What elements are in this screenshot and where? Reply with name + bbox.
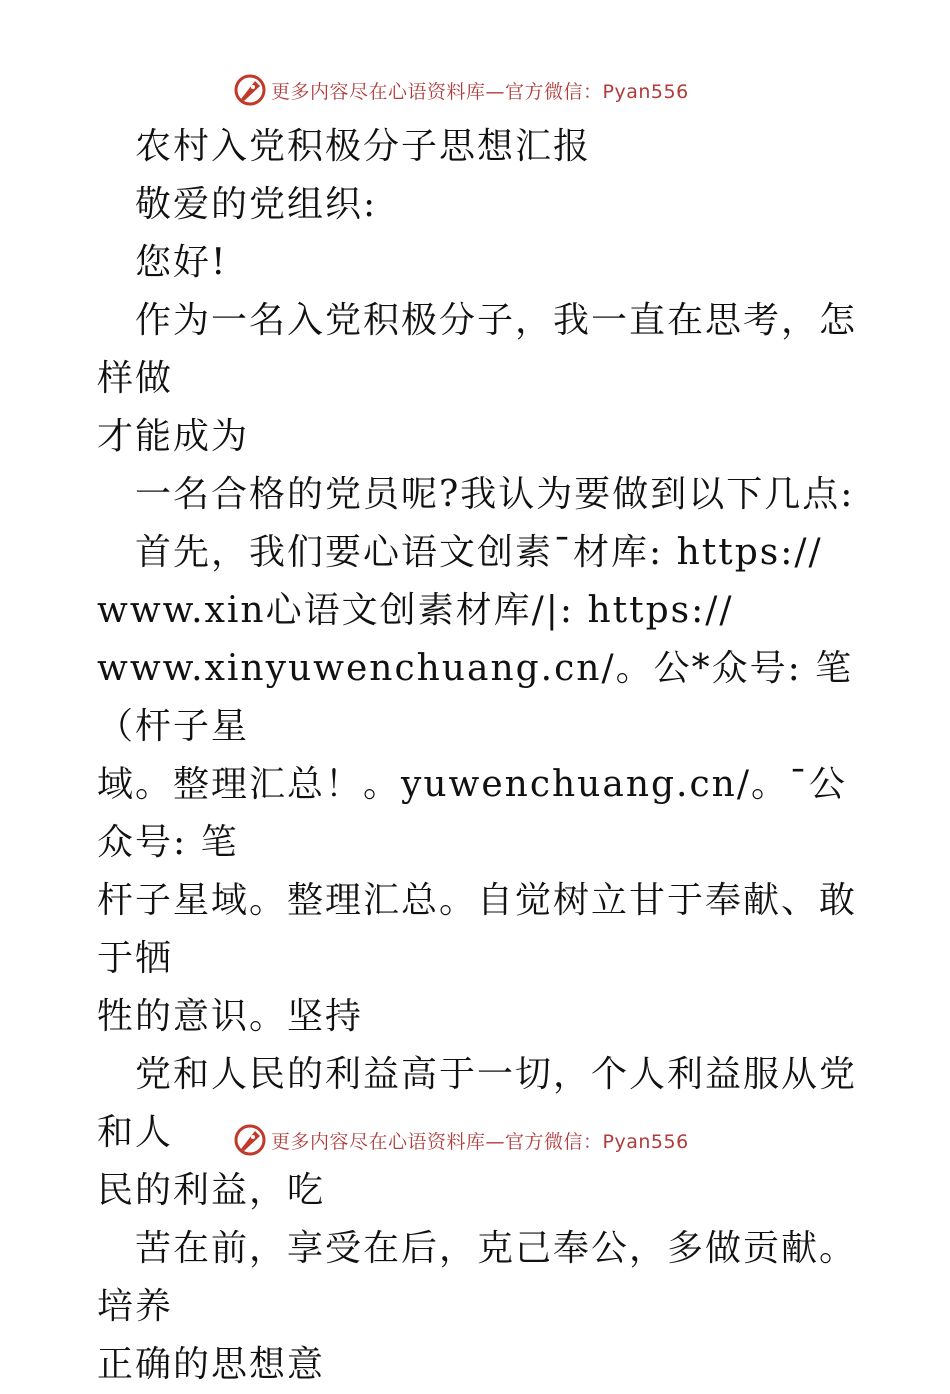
document-title: 农村入党积极分子思想汇报 [135,126,592,167]
footer-watermark-banner [233,1122,689,1158]
pen-nib-logo-icon [233,1123,267,1157]
footer-banner-text: 更多内容尽在心语资料库—官方微信：Pyan556 [271,1130,689,1153]
header-watermark-banner [233,72,689,108]
paragraph-3-line-2: www.xin心语文创素材库/|: https:// [97,590,734,631]
greeting: 您好! [135,242,228,283]
paragraph-5-line-2: 正确的思想意 [97,1344,326,1385]
document-body [97,118,857,1394]
paragraph-5-line-1: 苦在前，享受在后，克己奉公，多做贡献。培养 [97,1228,858,1327]
pen-nib-logo-icon [233,73,267,107]
paragraph-1-line-1: 作为一名入党积极分子，我一直在思考，怎样做 [97,300,858,399]
paragraph-3-line-6: 牲的意识。坚持 [97,996,364,1037]
paragraph-2: 一名合格的党员呢?我认为要做到以下几点: [135,474,855,515]
paragraph-1-line-2: 才能成为 [97,416,250,457]
paragraph-3-line-1: 首先，我们要心语文创素¯材库: https:// [135,532,823,573]
paragraph-3-line-3: www.xinyuwenchuang.cn/。公*众号: 笔（杆子星 [97,648,854,747]
paragraph-4-line-2: 民的利益，吃 [97,1170,326,1211]
salutation: 敬爱的党组织: [135,184,378,225]
paragraph-4-line-1: 党和人民的利益高于一切，个人利益服从党和人 [97,1054,858,1153]
header-banner-text: 更多内容尽在心语资料库—官方微信：Pyan556 [271,80,689,103]
paragraph-3-line-4: 域。整理汇总！。yuwenchuang.cn/。¯公众号: 笔 [97,764,847,863]
paragraph-3-line-5: 杆子星域。整理汇总。自觉树立甘于奉献、敢于牺 [97,880,858,979]
